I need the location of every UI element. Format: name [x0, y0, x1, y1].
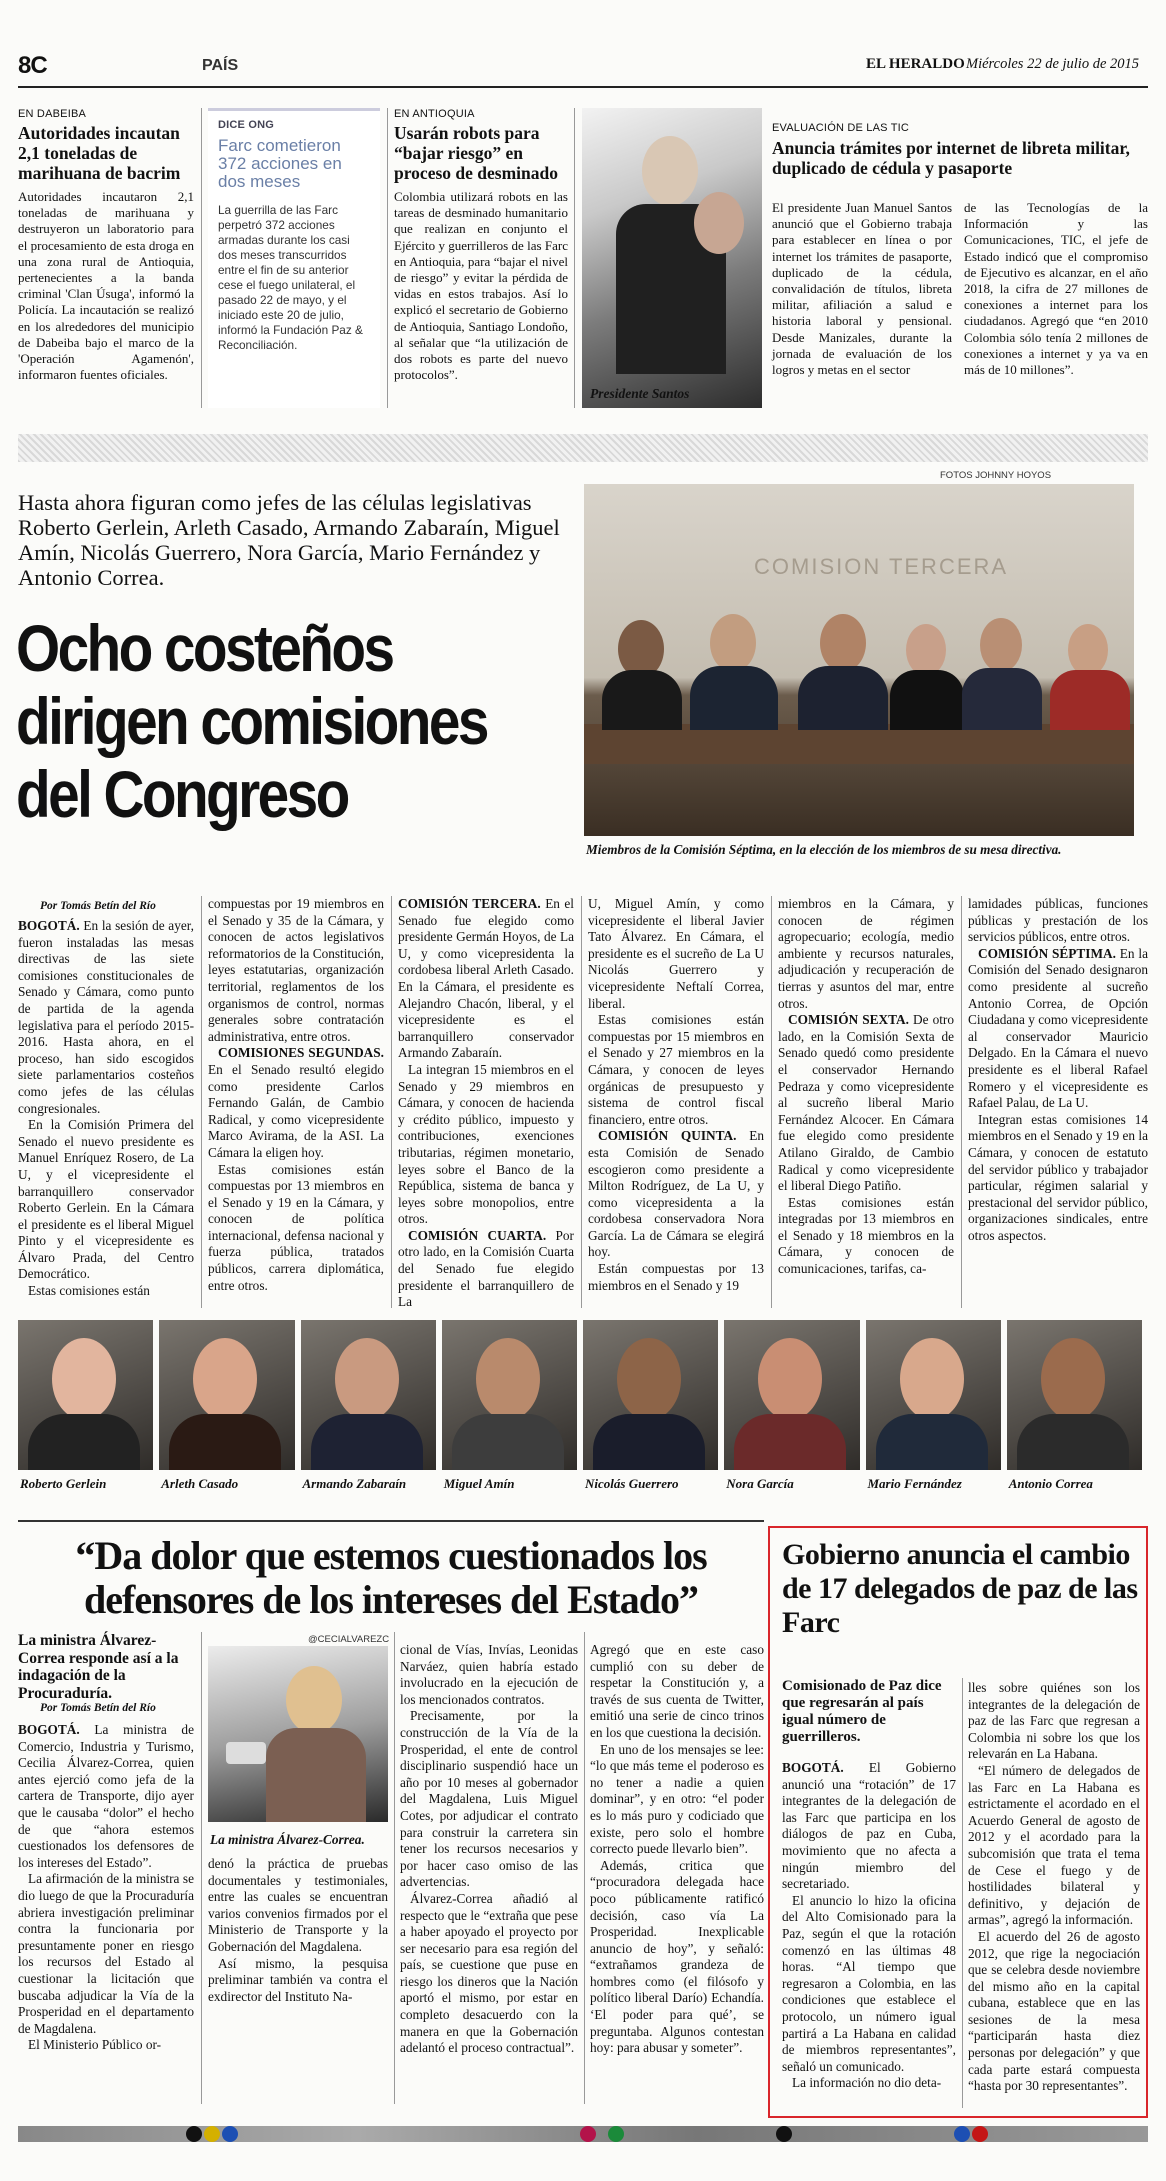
photo-face [980, 618, 1022, 672]
registration-dot [776, 2126, 792, 2142]
portrait-photo [583, 1320, 718, 1470]
portrait-clothing [169, 1414, 281, 1470]
paragraph: “El número de delegados de las Farc en La Habana es estrictamente el acordado en el Acuerdo General de agosto de 2012 y el acordado para la subcomisión que trata el tema de Cese el fuego y de hostilidades bilateral y definitivo, y dejación de armas”, agregó la información. [968, 1762, 1140, 1928]
photo-body [602, 670, 682, 730]
registration-dot [204, 2126, 220, 2142]
portrait-photo [301, 1320, 436, 1470]
paragraph: COMISIONES SEGUNDAS. En el Senado resultó elegido como presidente Carlos Fernando Galán, de Cambio Radical, y como vicepresidente Marco Avirama, de la ASI. La Cámara la eligen hoy. [208, 1045, 384, 1160]
portrait-face [476, 1338, 540, 1420]
page-number: 8C [18, 52, 47, 79]
brief-kicker: DICE ONG [218, 119, 274, 131]
paragraph: Están compuestas por 13 miembros en el Senado y 19 [588, 1261, 764, 1293]
lead-in: COMISIÓN TERCERA. [398, 896, 546, 911]
portrait-clothing [593, 1414, 705, 1470]
main-column-5 [778, 896, 954, 1278]
column-rule [574, 108, 575, 408]
photo-body [266, 1728, 366, 1822]
photo-face [694, 192, 744, 254]
column-rule [201, 108, 202, 408]
photo-body [962, 668, 1042, 730]
bottom-deck: La ministra Álvarez-Correa responde así a la indagación de la Procuraduría. [18, 1632, 179, 1702]
main-byline: Por Tomás Betín del Río [40, 900, 156, 912]
portrait-photo [442, 1320, 577, 1470]
paragraph: lles sobre quiénes son los integrantes de la delegación de paz de las Farc que regresan a Colombia ni sobre los que los relevarán en La Habana. [968, 1680, 1140, 1762]
portrait-name: Miguel Amín [443, 1476, 515, 1491]
portrait-clothing [876, 1414, 988, 1470]
bottom-column-4 [590, 1642, 764, 2057]
lead-in: BOGOTÁ. [782, 1760, 869, 1775]
paragraph: compuestas por 19 miembros en el Senado y 35 de la Cámara, y conocen de actos legislativos reformatorios de la Constitución, leyes estatutarias, organización territorial, reglamentos de los organismos de control, normas generales sobre contratación administrativa, entre otros. [208, 896, 384, 1044]
photo-face [1068, 624, 1108, 676]
paragraph: El Ministerio Público or- [28, 2037, 162, 2053]
minister-caption: La ministra Álvarez-Correa. [210, 1832, 365, 1847]
portrait-face [758, 1338, 822, 1420]
column-rule [581, 896, 582, 1308]
print-registration-strip [18, 2126, 1148, 2142]
main-column-1 [18, 918, 194, 1300]
photo-table [584, 724, 1134, 764]
paragraph: Estas comisiones están compuestas por 15 miembros en el Senado y 27 miembros en la Cámara, y conocen de leyes orgánicas de presupuesto y sistema de control fiscal financiero, entre otros. [588, 1012, 764, 1127]
farc-deck: Comisionado de Paz dice que regresarán al país igual número de guerrilleros. [782, 1678, 942, 1745]
lead-in: COMISIONES SEGUNDAS. [218, 1045, 384, 1061]
portrait-clothing [452, 1414, 564, 1470]
registration-dot [972, 2126, 988, 2142]
farc-column-2 [968, 1680, 1140, 2095]
portrait-face [193, 1338, 257, 1420]
bottom-column-3 [400, 1642, 578, 2057]
photo-body [890, 670, 964, 730]
photo-face [642, 136, 698, 206]
main-column-4 [588, 896, 764, 1294]
brief-title: Usarán robots para “bajar riesgo” en proceso de desminado [394, 123, 558, 183]
section-divider [18, 434, 1148, 462]
bottom-column-2 [208, 1856, 388, 2005]
paragraph: COMISIÓN QUINTA. En esta Comisión de Senado escogieron como presidente a Milton Rodríguez, de La U, y como vicepresidenta a la cordobesa conservadora Nora García. La de Cámara se elegirá hoy. [588, 1128, 764, 1260]
brief-body: Autoridades incautaron 2,1 toneladas de marihuana y destruyeron un laboratorio para el procesamiento de esta droga en una zona rural de Antioquia, pertenecientes a la banda criminal 'Clan Úsuga', informó la Policía. La incautación se realizó en los alrededores del municipio de Dabeiba bajo el marco de la 'Operación Agamenón', informaron fuentes oficiales. [18, 189, 194, 383]
registration-dot [608, 2126, 624, 2142]
photo-body [690, 666, 778, 730]
photo-face [906, 624, 946, 676]
column-rule [387, 108, 388, 408]
minister-photo-credit: @CECIALVAREZC [308, 1634, 390, 1645]
portrait [18, 1320, 153, 1500]
portrait-photo [159, 1320, 294, 1470]
portrait-name: Antonio Correa [1008, 1476, 1093, 1491]
portrait-clothing [1017, 1414, 1129, 1470]
issue-date: Miércoles 22 de julio de 2015 [966, 56, 1140, 72]
portrait-photo [18, 1320, 153, 1470]
paragraph: En uno de los mensajes se lee: “lo que más teme el poderoso es no tener a nadie a quien dominar”, y en otro: “el poder es lo más puro y codiciado que existe, pero solo el hombre correcto puede llevarlo bien”. [590, 1741, 764, 1857]
paragraph: U, Miguel Amín, y como vicepresidente el liberal Javier Tato Álvarez. En Cámara, el presidente es el sucreño de La U Nicolás Guerrero y vicepresidente Neftalí Correa, liberal. [588, 896, 764, 1011]
paragraph: lamidades públicas, funciones públicas y prestación de los servicios públicos, entre otros. [968, 896, 1148, 945]
registration-dot [954, 2126, 970, 2142]
paragraph: Precisamente, por la construcción de la Vía de la Prosperidad, el ente de control disciplinario suspendió hace un año por 10 meses al gobernador del Magdalena, Luis Miguel Cotes, por adjudicar el contrato para construir la carretera sin tener los recursos necesarios y por hacer caso omiso de las advertencias. [400, 1708, 578, 1890]
main-column-3 [398, 896, 574, 1311]
portrait-clothing [28, 1414, 140, 1470]
main-deck: Hasta ahora figuran como jefes de las células legislativas Roberto Gerlein, Arleth Casado, Armando Zabaraín, Miguel Amín, Nicolás Guerrero, Nora García, Mario Fernández y Antonio Correa. [18, 490, 560, 590]
paragraph: En la Comisión Primera del Senado el nuevo presidente es Manuel Enríquez Rosero, de La U, y el vicepresidente el barranquillero conservador Roberto Gerlein. En la Cámara el presidente es el liberal Miguel Pinto y el vicepresidente es Álvaro Prada, del Centro Democrático. [18, 1117, 194, 1282]
brief-body: La guerrilla de las Farc perpetró 372 acciones armadas durante los casi dos meses transcurridos entre el fin de su anterior cese el fuego unilateral, el pasado 22 de mayo, y el iniciado este 20 de julio, informó la Fundación Paz & Reconciliación. [218, 203, 363, 352]
portrait [159, 1320, 294, 1500]
portrait [301, 1320, 436, 1500]
bottom-headline: “Da dolor que estemos cuestionados los defensores de los intereses del Estado” [75, 1533, 707, 1622]
paragraph: COMISIÓN TERCERA. En el Senado fue elegido como presidente Germán Hoyos, de La U, y como vicepresidenta la cordobesa liberal Arleth Casado. En la Cámara, el presidente es Alejandro Chacón, liberal, y el vicepresidente es el barranquillero conservador Armando Zabaraín. [398, 896, 574, 1061]
paragraph: Agregó que en este caso cumplió con su deber de respetar la Constitución y, a través de sus cuenta de Twitter, emitió una serie de cinco trinos en los que cuestiona la decisión. [590, 1642, 764, 1740]
photo-face [820, 614, 866, 672]
lead-in: COMISIÓN CUARTA. [408, 1227, 556, 1243]
photo-caption: Presidente Santos [590, 386, 690, 401]
portrait-name: Arleth Casado [161, 1476, 239, 1491]
portrait-face [52, 1338, 116, 1420]
brief-title: Anuncia trámites por internet de libreta militar, duplicado de cédula y pasaporte [772, 138, 1130, 178]
portrait-face [900, 1338, 964, 1420]
paragraph: La integran 15 miembros en el Senado y 29 miembros en Cámara, y conocen de hacienda y crédito público, impuesto y contribuciones, exenciones tributarias, régimen monetario, leyes sobre el Banco de la República, sistema de banca y leyes sobre monopolios, entre otros. [398, 1061, 574, 1227]
portrait [1007, 1320, 1142, 1500]
photo-body [1050, 670, 1130, 730]
portrait [442, 1320, 577, 1500]
paragraph: Así mismo, la pesquisa preliminar también va contra el exdirector del Instituto Na- [208, 1955, 388, 2004]
paragraph: denó la práctica de pruebas documentales y testimoniales, entre las cuales se encuentran varios convenios firmados por el Ministerio de Transporte y la Gobernación del Magdalena. [208, 1856, 388, 1954]
brief-dice-ong [208, 108, 380, 408]
bottom-byline: Por Tomás Betín del Río [40, 1702, 156, 1714]
portrait-photo [724, 1320, 859, 1470]
paragraph: miembros en la Cámara, y conocen de régimen agropecuario; ecología, medio ambiente y recursos naturales, adjudicación y recuperación de tierras y asuntos del mar, entre otros. [778, 896, 954, 1011]
portrait-name: Armando Zabaraín [302, 1476, 407, 1491]
photo-microphone [226, 1742, 266, 1764]
minister-photo [208, 1646, 388, 1822]
bottom-column-1 [18, 1722, 194, 2054]
brief-title: Farc cometieron 372 acciones en dos meses [218, 136, 342, 191]
portrait-name: Mario Fernández [867, 1476, 962, 1491]
portrait-face [1041, 1338, 1105, 1420]
brief-body-a: El presidente Juan Manuel Santos anunció que el Gobierno trabaja para establecer en línea o por internet los trámites de pasaporte, duplicado de la cédula, convalidación de títulos, libreta militar, afiliación a salud e historia laboral y pensional. Desde Manizales, durante la jornada de evaluación de los logros y metas en el sector [772, 200, 952, 378]
paragraph: Estas comisiones están compuestas por 13 miembros en el Senado y 19 en la Cámara, y conocen de política internacional, defensa nacional y fuerza pública, tratados públicos, carrera diplomática, entre otros. [208, 1161, 384, 1293]
paragraph: Estas comisiones están integradas por 13 miembros en el Senado y 18 miembros en la Cámara, y conocen de comunicaciones, tarifas, ca- [778, 1194, 954, 1277]
paragraph: COMISIÓN SEXTA. De otro lado, en la Comisión Sexta de Senado quedó como presidente el conservador Hernando Pedraza y como vicepresidente al sucreño liberal Mario Fernández Alcocer. En Cámara fue elegido como presidente Atilano Giraldo, de Cambio Radical y como vicepresidente el liberal Diego Patiño. [778, 1012, 954, 1194]
brief-title: Autoridades incautan 2,1 toneladas de marihuana de bacrim [18, 123, 181, 183]
portrait-name: Roberto Gerlein [20, 1476, 107, 1491]
lead-in: COMISIÓN SÉPTIMA. [978, 945, 1120, 961]
farc-highlight-box [768, 1526, 1148, 2118]
brief-kicker: EN ANTIOQUIA [394, 108, 475, 120]
column-rule [771, 896, 772, 1308]
main-headline: Ocho costeños dirigen comisiones del Congreso [16, 611, 487, 831]
portrait-clothing [311, 1414, 423, 1470]
santos-photo [582, 108, 762, 408]
brief-body: Colombia utilizará robots en las tareas de desminado humanitario que realizan en conjunto el Ejército y guerrilleros de las Farc en Antioquia, para “bajar el nivel de riesgo” y evitar la pérdida de vidas en estos trabajos. Así lo explicó el secretario de Gobierno de Antioquia, Santiago Londoño, al señalar que “la utilización de dos robots es parte del nuevo protocolos”. [394, 189, 568, 383]
brief-robots [394, 108, 568, 408]
section-name: PAÍS [202, 57, 239, 74]
paragraph: Integran estas comisiones 14 miembros en el Senado y 19 en la Cámara, y conocen de estatuto del servidor público y trabajador particular, régimen salarial y prestacional del servidor público, organizaciones sindicales, entre otros aspectos. [968, 1111, 1148, 1243]
column-rule [201, 896, 202, 1308]
paragraph: COMISIÓN CUARTA. Por otro lado, en la Comisión Cuarta del Senado fue elegido presidente el barranquillero de La [398, 1227, 574, 1310]
paragraph: cional de Vías, Invías, Leonidas Narváez, quien habría estado involucrado en la ejecución de los mencionados contratos. [400, 1642, 578, 1707]
brief-dabeiba [18, 108, 194, 408]
commission-photo [584, 484, 1134, 836]
paragraph: El acuerdo del 26 de agosto 2012, que rige la negociación que se celebra desde noviembre del mismo año en la capital cubana, establece que en las sesiones de la mesa “participarán hasta diez personas por delegación” y que cada parte estará compuesta “hasta por 30 representantes”. [968, 1928, 1140, 2094]
brief-body-b: de las Tecnologías de la Información y las Comunicaciones, TIC, el jefe de Estado indicó que el compromiso de Ejecutivo es alcanzar, en el año 2018, la cifra de 27 millones de conexiones a internet para los ciudadanos. Agregó que “en 2010 Colombia sólo tenía 2 millones de conexiones a internet y ya va en más de 10 millones”. [964, 200, 1148, 378]
lead-in: COMISIÓN QUINTA. [598, 1128, 750, 1144]
portrait-face [617, 1338, 681, 1420]
paragraph: El anuncio lo hizo la oficina del Alto Comisionado para la Paz, según el que la rotación comenzó en las últimas 48 horas. “Al tiempo que regresaron a Colombia, en las condiciones que establece el protocolo, un número igual partirá a La Habana en calidad de miembros representantes”, señaló un comunicado. [782, 1892, 956, 2074]
registration-dot [222, 2126, 238, 2142]
portrait-photo [866, 1320, 1001, 1470]
portrait-name: Nora García [726, 1476, 794, 1491]
paragraph: Estas comisiones están [28, 1283, 150, 1299]
portrait [583, 1320, 718, 1500]
paragraph: Además, critica que “procuradora delegada hace poco públicamente ratificó decisión, caso vía La Prosperidad. Inexplicable anuncio de hoy”, y señaló: “extrañamos grandeza de hombres como (el filósofo y político liberal Darío) Echandía. ‘El poder para qué’, se preguntaba. Algunos contestan hoy: para abusar y someter”. [590, 1857, 764, 2056]
paragraph: COMISIÓN SÉPTIMA. En la Comisión del Senado designaron como presidente al sucreño Antonio Correa, de Opción Ciudadana y como vicepresidente al conservador Mauricio Delgado. En la Cámara el nuevo presidente es el liberal Rafael Romero y el vicepresidente es Rafael Palau, de La U. [968, 945, 1148, 1111]
column-rule [961, 896, 962, 1308]
registration-dot [580, 2126, 596, 2142]
paragraph: Álvarez-Correa añadió al respecto que le “extraña que pese a haber apoyado el proyecto por ser necesario para esa región del país, se cuestione que puse en riesgo los dineros que la Nación aportó el mismo, por estar en completo desacuerdo con la manera en que la Gobernación adelantó el proceso contractual”. [400, 1890, 578, 2056]
photo-body [798, 666, 888, 730]
photo-credit: FOTOS JOHNNY HOYOS [940, 470, 1052, 481]
portrait-face [335, 1338, 399, 1420]
commission-caption: Miembros de la Comisión Séptima, en la elección de los miembros de su mesa directiva. [586, 842, 1062, 857]
story-rule [18, 1520, 764, 1522]
registration-dot [186, 2126, 202, 2142]
lead-in: BOGOTÁ. [18, 918, 84, 933]
paper-name: EL HERALDO [866, 56, 965, 72]
header-rule [18, 86, 1148, 88]
main-column-6 [968, 896, 1148, 1244]
brief-kicker: EVALUACIÓN DE LAS TIC [772, 122, 910, 134]
portrait [866, 1320, 1001, 1500]
paragraph: La afirmación de la ministra se dio luego de que la Procuraduría abriera investigación preliminar contra la funcionaria por presuntamente poner en riesgo los recursos del Estado al cuestionar la licitación que buscaba adjudicar la Vía de la Prosperidad en el departamento de Magdalena. [18, 1871, 194, 2036]
column-rule [584, 1632, 585, 2104]
lead-in: BOGOTÁ. [18, 1722, 95, 1737]
paragraph: La información no dio deta- [792, 2075, 942, 2091]
farc-column-1 [782, 1760, 956, 2092]
main-column-2 [208, 896, 384, 1294]
portrait-strip [18, 1320, 1148, 1500]
portrait-clothing [734, 1414, 846, 1470]
column-rule [201, 1632, 202, 2104]
commission-sign: COMISION TERCERA [754, 554, 1009, 579]
photo-face [286, 1666, 342, 1734]
portrait-photo [1007, 1320, 1142, 1470]
portrait [724, 1320, 859, 1500]
page-header [18, 52, 1148, 80]
farc-headline: Gobierno anuncia el cambio de 17 delegados de paz de las Farc [782, 1538, 1138, 1639]
paragraph: BOGOTÁ. La ministra de Comercio, Industria y Turismo, Cecilia Álvarez-Correa, quien antes ejerció como jefa de la cartera de Transporte, dijo ayer que le causaba “dolor” el hecho de que “ahora estemos cuestionados los defensores de los intereses del Estado”. [18, 1722, 194, 1870]
column-rule [394, 1632, 395, 2104]
brief-tic [772, 108, 1148, 408]
portrait-name: Nicolás Guerrero [585, 1476, 679, 1491]
paragraph: BOGOTÁ. El Gobierno anunció una “rotación” de 17 integrantes de la delegación de las Farc que participa en los diálogos de paz en Cuba, movimiento que no afecta a ningún miembro del secretariado. [782, 1760, 956, 1892]
column-rule [391, 896, 392, 1308]
brief-kicker: EN DABEIBA [18, 108, 87, 120]
photo-face [710, 614, 756, 672]
paragraph: BOGOTÁ. En la sesión de ayer, fueron instaladas las mesas directivas de las siete comisiones constitucionales de Senado y Cámara, como punto de partida de la agenda legislativa para el período 2015-2016. Hasta ahora, en el proceso, han sido escogidos siete parlamentarios costeños como jefes de las células congresionales. [18, 918, 194, 1116]
column-rule [962, 1678, 963, 2108]
lead-in: COMISIÓN SEXTA. [788, 1012, 913, 1028]
